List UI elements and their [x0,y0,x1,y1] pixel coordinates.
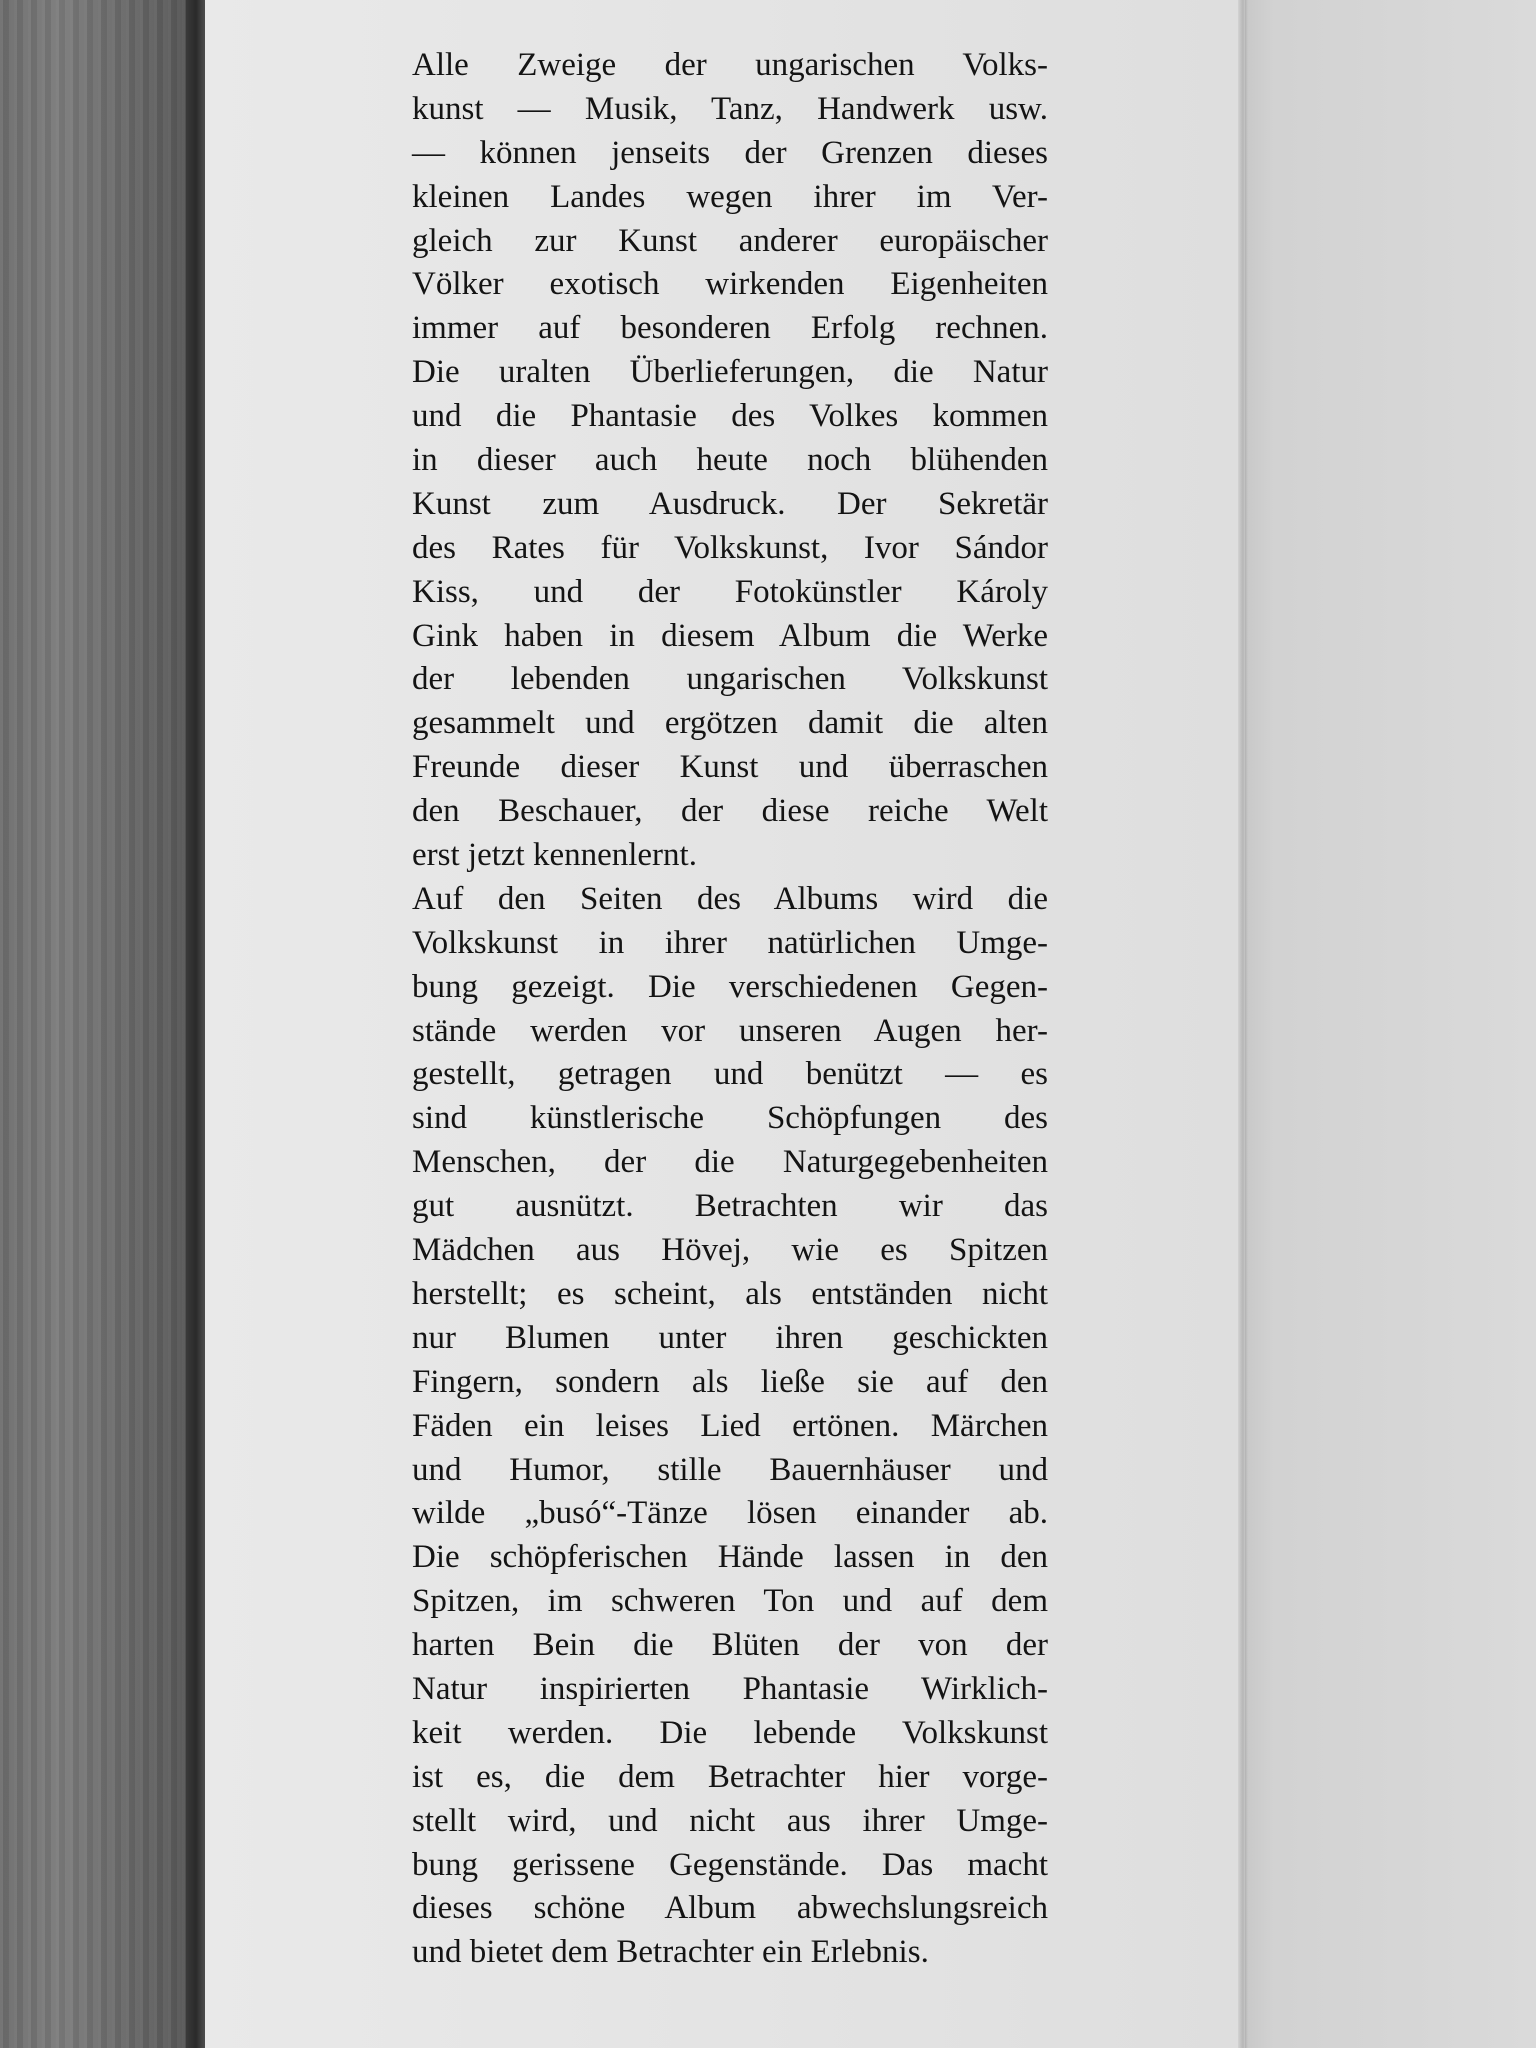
text-line: Spitzen, im schweren Ton und auf dem [412,1583,1048,1620]
text-line: ist es, die dem Betrachter hier vorge- [412,1758,1048,1795]
text-line: keit werden. Die lebende Volkskunst [412,1714,1048,1751]
text-line: harten Bein die Blüten der von der [412,1627,1048,1664]
text-line: immer auf besonderen Erfolg rechnen. [412,310,1048,347]
book-spine-edge [186,0,206,2048]
text-line: Freunde dieser Kunst und überraschen [412,749,1048,786]
background-surface [1245,0,1536,2048]
page-shadow-edge [1238,0,1248,2048]
text-line: gleich zur Kunst anderer europäischer [412,222,1048,259]
text-line: wilde „busó“-Tänze lösen einander ab. [412,1495,1048,1532]
text-line: Mädchen aus Hövej, wie es Spitzen [412,1232,1048,1269]
text-line: Völker exotisch wirkenden Eigenheiten [412,266,1048,303]
text-line: Natur inspirierten Phantasie Wirklich- [412,1670,1048,1707]
text-line: Kunst zum Ausdruck. Der Sekretär [412,485,1048,522]
text-line: Auf den Seiten des Albums wird die [412,880,1048,917]
text-line: erst jetzt kennenlernt. [412,837,697,874]
paragraph-1 [412,44,1048,878]
text-line: der lebenden ungarischen Volkskunst [412,661,1048,698]
text-line: nur Blumen unter ihren geschickten [412,1319,1048,1356]
text-line: stände werden vor unseren Augen her- [412,1012,1048,1049]
body-text [412,44,1048,1975]
text-line: und die Phantasie des Volkes kommen [412,398,1048,435]
text-line: dieses schöne Album abwechslungsreich [412,1890,1048,1927]
text-line: Fingern, sondern als ließe sie auf den [412,1363,1048,1400]
text-line: Menschen, der die Naturgegebenheiten [412,1144,1048,1181]
text-line: den Beschauer, der diese reiche Welt [412,793,1048,830]
text-line: Volkskunst in ihrer natürlichen Umge- [412,924,1048,961]
text-line: Gink haben in diesem Album die Werke [412,617,1048,654]
text-line: des Rates für Volkskunst, Ivor Sándor [412,529,1048,566]
text-line: und Humor, stille Bauernhäuser und [412,1451,1048,1488]
text-line: Die uralten Überlieferungen, die Natur [412,354,1048,391]
text-line: bung gezeigt. Die verschiedenen Gegen- [412,968,1048,1005]
text-line: herstellt; es scheint, als entständen nicht [412,1275,1048,1312]
text-line: stellt wird, und nicht aus ihrer Umge- [412,1802,1048,1839]
text-line: sind künstlerische Schöpfungen des [412,1100,1048,1137]
text-line: — können jenseits der Grenzen dieses [412,134,1048,171]
wooden-surface [0,0,204,2048]
text-line: Die schöpferischen Hände lassen in den [412,1539,1048,1576]
text-line: bung gerissene Gegenstände. Das macht [412,1846,1048,1883]
text-line: in dieser auch heute noch blühenden [412,442,1048,479]
text-line: gestellt, getragen und benützt — es [412,1056,1048,1093]
text-line: kleinen Landes wegen ihrer im Ver- [412,178,1048,215]
text-line: gesammelt und ergötzen damit die alten [412,705,1048,742]
text-line: und bietet dem Betrachter ein Erlebnis. [412,1934,929,1971]
text-line: Kiss, und der Fotokünstler Károly [412,573,1048,610]
text-line: gut ausnützt. Betrachten wir das [412,1188,1048,1225]
text-line: Fäden ein leises Lied ertönen. Märchen [412,1407,1048,1444]
text-line: Alle Zweige der ungarischen Volks- [412,47,1048,83]
text-line: kunst — Musik, Tanz, Handwerk usw. [412,90,1048,127]
paragraph-2 [412,878,1048,1975]
